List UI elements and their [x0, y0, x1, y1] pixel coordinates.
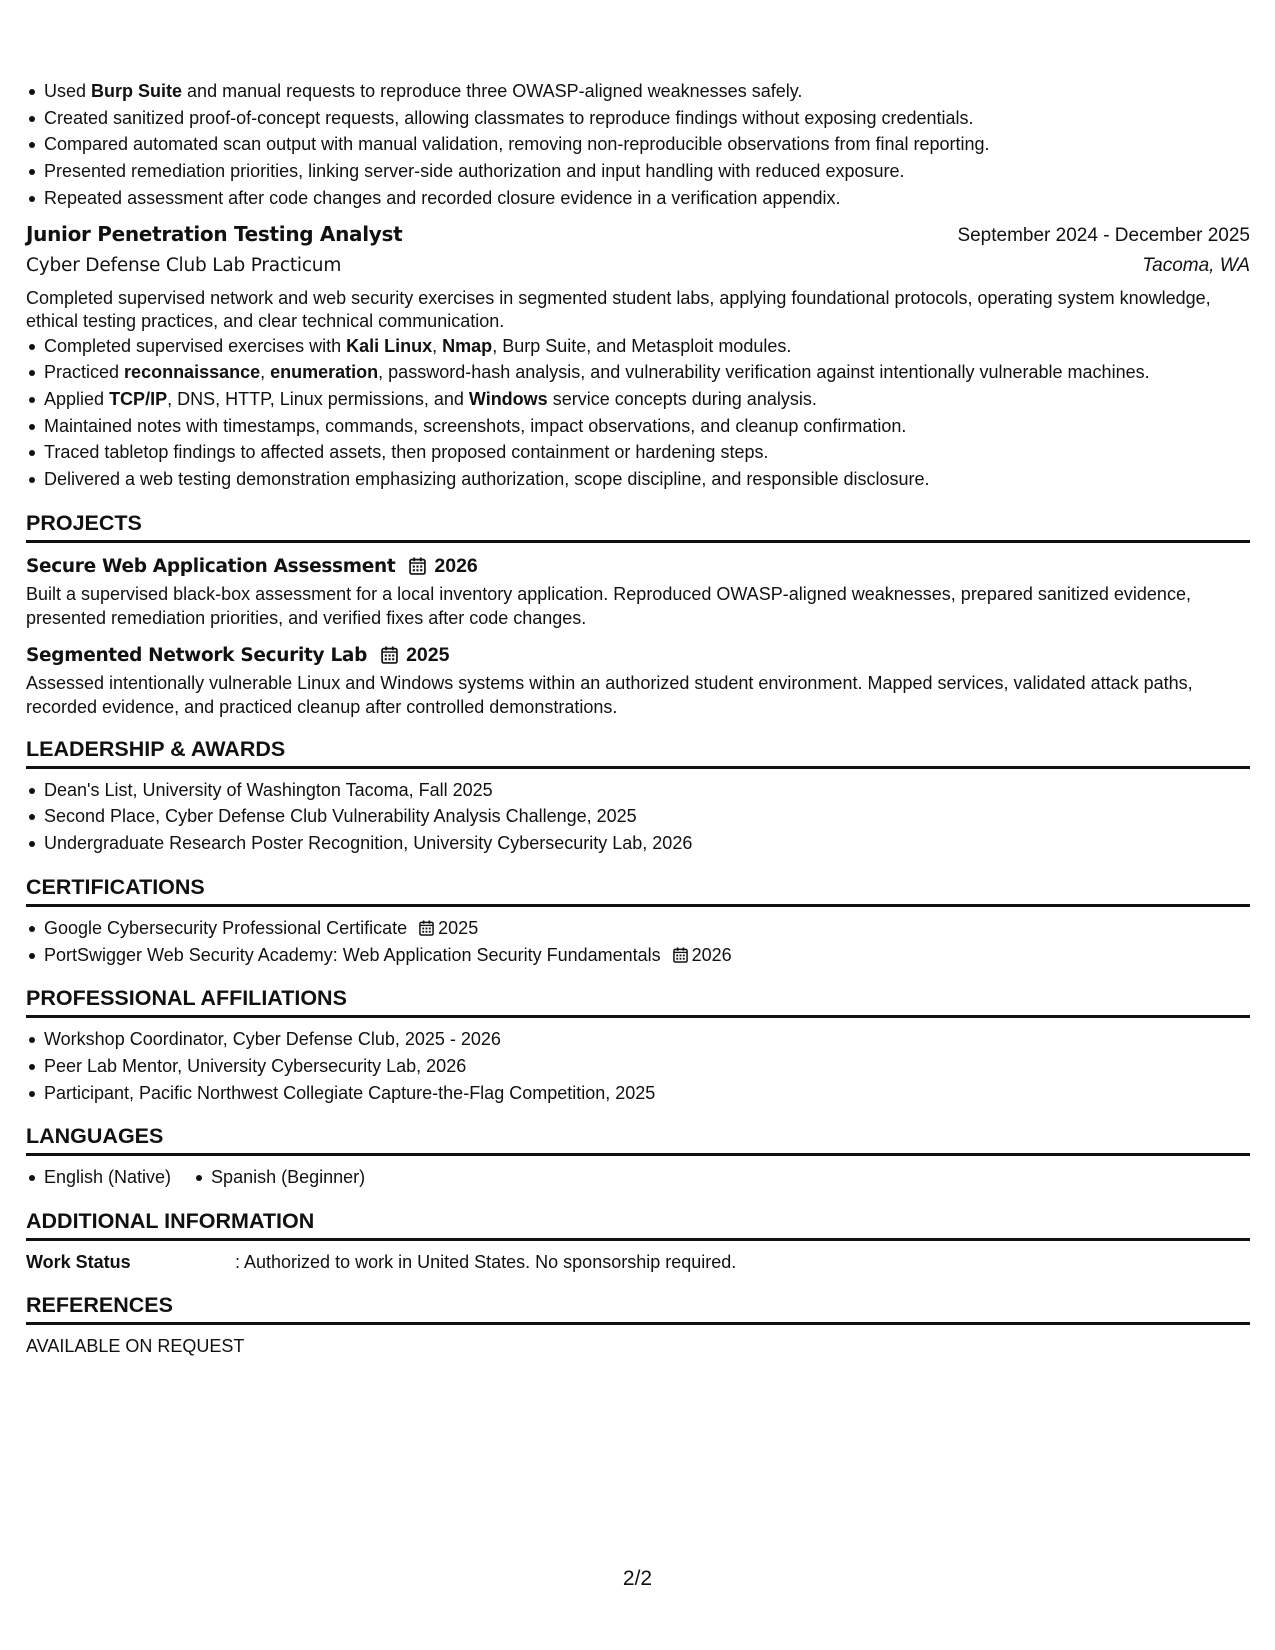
project-description: Built a supervised black-box assessment for a local inventory application. Reproduced OWASP-aligned weaknesses, prepared sanitized evidence, presented remediation priorities, and verified fixes after code changes.: [26, 583, 1191, 628]
job-dates: September 2024 - December 2025: [957, 224, 1250, 246]
section-heading-leadership: LEADERSHIP & AWARDS: [26, 737, 1250, 769]
job-title: Junior Penetration Testing Analyst: [26, 221, 403, 246]
resume-page: [26, 78, 1250, 1359]
list-item: Applied TCP/IP, DNS, HTTP, Linux permissions, and Windows service concepts during analysis.: [44, 386, 1250, 413]
project-title: Segmented Network Security Lab: [26, 644, 368, 666]
list-item: English (Native): [44, 1164, 171, 1191]
list-item: Google Cybersecurity Professional Certificate 2025: [44, 915, 1250, 942]
section-heading-additional-info: ADDITIONAL INFORMATION: [26, 1209, 1250, 1241]
list-item: Dean's List, University of Washington Tacoma, Fall 2025: [44, 777, 1250, 804]
calendar-icon: [673, 947, 688, 963]
list-item: Spanish (Beginner): [211, 1164, 365, 1191]
section-heading-languages: LANGUAGES: [26, 1124, 1250, 1156]
section-heading-references: REFERENCES: [26, 1293, 1250, 1325]
calendar-icon: [409, 557, 426, 575]
list-item: Used Burp Suite and manual requests to reproduce three OWASP-aligned weaknesses safely.: [44, 78, 1250, 105]
list-item: Completed supervised exercises with Kali Linux, Nmap, Burp Suite, and Metasploit modules.: [44, 333, 1250, 360]
certifications-list: [26, 915, 1250, 968]
affiliations-list: [26, 1026, 1250, 1106]
list-item: Repeated assessment after code changes and recorded closure evidence in a verification appendix.: [44, 185, 1250, 212]
project-title: Secure Web Application Assessment: [26, 555, 396, 577]
languages-list: [26, 1164, 1250, 1191]
job-bullets: [26, 333, 1250, 493]
work-status-row: [26, 1249, 1250, 1275]
list-item: Compared automated scan output with manual validation, removing non-reproducible observations from final reporting.: [44, 131, 1250, 158]
list-item: Participant, Pacific Northwest Collegiate Capture-the-Flag Competition, 2025: [44, 1080, 1250, 1107]
work-status-label: Work Status: [26, 1252, 131, 1273]
job-summary: Completed supervised network and web security exercises in segmented student labs, applying foundational protocols, operating system knowledge, ethical testing practices, and clear technical communication.: [26, 287, 1211, 331]
section-heading-affiliations: PROFESSIONAL AFFILIATIONS: [26, 986, 1250, 1018]
project-entry: [26, 644, 1250, 719]
list-item: PortSwigger Web Security Academy: Web Application Security Fundamentals 2026: [44, 942, 1250, 969]
job-subheader: [26, 255, 1250, 277]
section-heading-projects: PROJECTS: [26, 511, 1250, 543]
list-item: Undergraduate Research Poster Recognition, University Cybersecurity Lab, 2026: [44, 830, 1250, 857]
list-item: Peer Lab Mentor, University Cybersecurity Lab, 2026: [44, 1053, 1250, 1080]
job-location: Tacoma, WA: [1142, 254, 1250, 276]
calendar-icon: [381, 646, 398, 664]
references-text: AVAILABLE ON REQUEST: [26, 1336, 245, 1357]
leadership-list: [26, 777, 1250, 857]
work-status-value: : Authorized to work in United States. No sponsorship required.: [235, 1252, 737, 1273]
list-item: Practiced reconnaissance, enumeration, password-hash analysis, and vulnerability verification against intentionally vulnerable machines.: [44, 359, 1250, 386]
list-item: Delivered a web testing demonstration emphasizing authorization, scope discipline, and responsible disclosure.: [44, 466, 1250, 493]
previous-role-bullets: [26, 78, 1250, 212]
project-description: Assessed intentionally vulnerable Linux and Windows systems within an authorized student environment. Mapped services, validated attack paths, recorded evidence, and practiced cleanup after controlled demonstrations.: [26, 672, 1193, 717]
page-number: 2/2: [622, 1567, 653, 1590]
project-year: 2025: [406, 643, 450, 666]
project-entry: [26, 555, 1250, 630]
list-item: Second Place, Cyber Defense Club Vulnerability Analysis Challenge, 2025: [44, 803, 1250, 830]
job-header: [26, 222, 1250, 247]
project-year: 2026: [434, 554, 478, 577]
list-item: Created sanitized proof-of-concept requests, allowing classmates to reproduce findings without exposing credentials.: [44, 105, 1250, 132]
calendar-icon: [419, 920, 434, 936]
list-item: Traced tabletop findings to affected assets, then proposed containment or hardening steps.: [44, 439, 1250, 466]
list-item: Presented remediation priorities, linking server-side authorization and input handling with reduced exposure.: [44, 158, 1250, 185]
section-heading-certifications: CERTIFICATIONS: [26, 875, 1250, 907]
job-organization: Cyber Defense Club Lab Practicum: [26, 254, 342, 276]
list-item: Maintained notes with timestamps, commands, screenshots, impact observations, and cleanup confirmation.: [44, 413, 1250, 440]
list-item: Workshop Coordinator, Cyber Defense Club, 2025 - 2026: [44, 1026, 1250, 1053]
